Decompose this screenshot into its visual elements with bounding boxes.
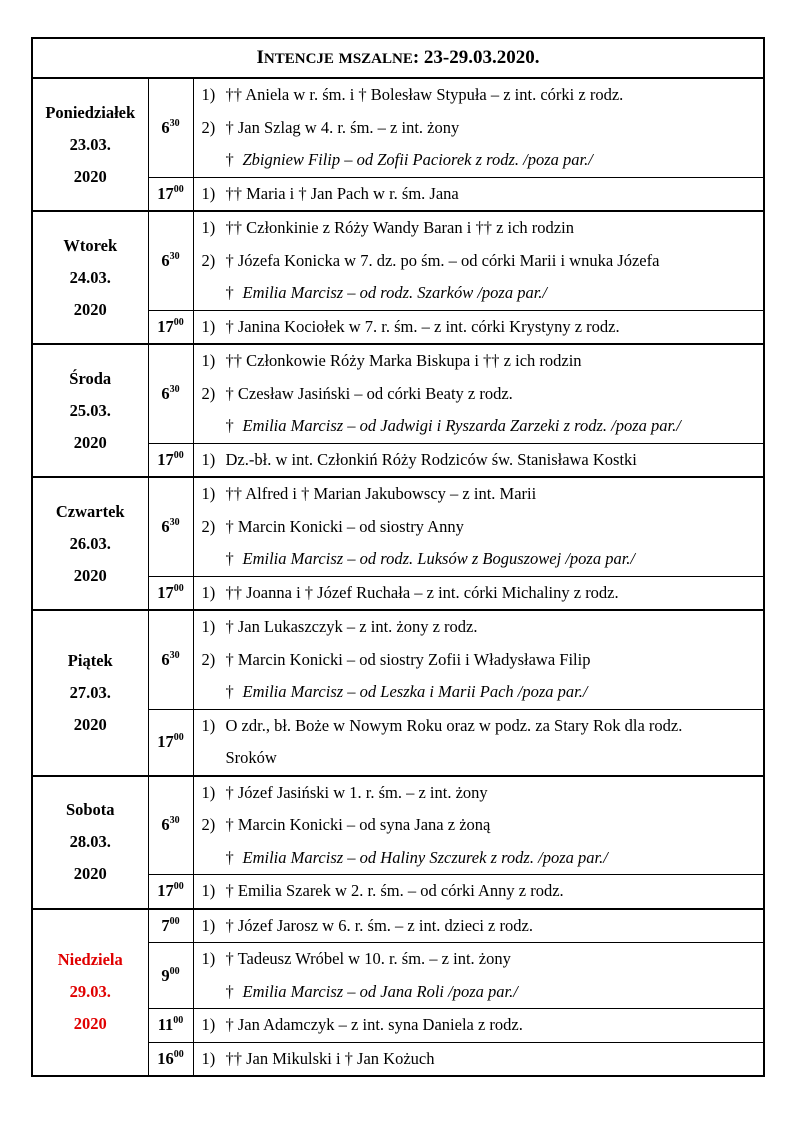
intention-text: † Marcin Konicki – od siostry Anny: [225, 516, 464, 536]
intentions-cell: [193, 310, 764, 344]
intentions-cell: [193, 344, 764, 443]
time-cell: [148, 875, 193, 909]
day-date: 27.03.: [69, 682, 111, 702]
title-dates: : 23-29.03.2020.: [412, 47, 540, 68]
intention-entry: [202, 543, 764, 576]
time-hour: 6: [161, 516, 170, 536]
time-minutes: 00: [173, 1048, 184, 1060]
intention-entry: [202, 478, 764, 511]
intention-number: 1): [201, 1015, 216, 1034]
intention-entry: [202, 378, 764, 411]
time-cell: [148, 576, 193, 610]
day-date: 25.03.: [69, 400, 111, 420]
day-year: 2020: [73, 864, 107, 883]
day-cell: [32, 610, 148, 776]
table-row: [32, 344, 764, 443]
intention-text: † Jan Adamczyk – z int. syna Daniela z rodz.: [225, 1015, 523, 1034]
time-cell: [148, 909, 193, 943]
intention-text: Emilia Marcisz – od rodz. Luksów z Boguszowej /poza par./: [242, 549, 636, 568]
intention-text: † Józefa Konicka w 7. dz. po śm. – od córki Marii i wnuka Józefa: [225, 250, 660, 270]
intention-entry: [202, 611, 764, 644]
day-year: 2020: [73, 714, 107, 734]
intention-entry: [202, 178, 764, 211]
intention-number: 1): [201, 1048, 216, 1068]
intention-number: 1): [201, 881, 216, 900]
cross-mark: †: [225, 283, 234, 302]
time-hour: 6: [161, 815, 170, 835]
intentions-cell: [193, 78, 764, 177]
intention-entry: [202, 277, 764, 310]
time-minutes: 30: [169, 815, 180, 827]
intention-entry: [202, 444, 764, 477]
intention-text: Emilia Marcisz – od Jadwigi i Ryszarda Zarzeki z rodz. /poza par./: [242, 416, 681, 435]
intention-number: 1): [201, 183, 216, 203]
table-row: [32, 610, 764, 709]
time-cell: [148, 709, 193, 776]
time-hour: 17: [157, 582, 174, 602]
intention-entry: [202, 212, 764, 245]
intentions-cell: [193, 776, 764, 875]
intention-text: †† Joanna i † Józef Ruchała – z int. córki Michaliny z rodz.: [225, 582, 619, 602]
cross-mark: †: [225, 549, 234, 568]
intention-number: 1): [201, 915, 216, 935]
intention-number: 1): [201, 617, 216, 636]
intention-text: Emilia Marcisz – od rodz. Szarków /poza par./: [242, 283, 548, 302]
day-cell: [32, 78, 148, 211]
intention-text: †† Członkowie Róży Marka Biskupa i †† z ich rodzin: [225, 351, 582, 370]
day-name: Niedziela: [57, 950, 123, 970]
intention-entry: [202, 511, 764, 544]
time-minutes: 00: [173, 732, 184, 743]
time-cell: [148, 776, 193, 875]
time-minutes: 30: [169, 649, 180, 661]
intention-text: Zbigniew Filip – od Zofii Paciorek z rodz. /poza par./: [242, 150, 593, 169]
intention-entry: [202, 943, 764, 976]
time-cell: [148, 177, 193, 211]
time-hour: 17: [157, 183, 174, 203]
time-cell: [148, 477, 193, 576]
time-minutes: 30: [169, 117, 180, 129]
intention-number: 1): [201, 316, 216, 336]
intention-text: Dz.-bł. w int. Członkiń Róży Rodziców św. Stanisława Kostki: [225, 449, 637, 469]
time-minutes: 30: [169, 250, 180, 262]
time-cell: [148, 211, 193, 310]
intention-number: 1): [201, 85, 216, 104]
intention-entry: [202, 842, 764, 875]
intention-number: 2): [201, 117, 216, 137]
intention-number: 1): [201, 582, 216, 602]
intentions-cell: [193, 576, 764, 610]
intention-number: 1): [201, 449, 216, 469]
intentions-cell: [193, 477, 764, 576]
intention-number: 2): [201, 815, 216, 834]
table-row: [32, 477, 764, 576]
intention-number: 2): [201, 250, 216, 270]
day-year: 2020: [73, 166, 107, 186]
time-hour: 9: [161, 965, 170, 985]
intention-entry: [202, 245, 764, 278]
intention-entry: [202, 1043, 764, 1076]
title-word1-rest: NTENCJE: [263, 51, 334, 67]
time-hour: 7: [161, 915, 170, 935]
intention-text: Emilia Marcisz – od Haliny Szczurek z rodz. /poza par./: [242, 847, 608, 867]
intention-text: †† Alfred i † Marian Jakubowscy – z int. Marii: [225, 484, 537, 503]
time-minutes: 00: [173, 316, 184, 328]
time-hour: 6: [161, 117, 170, 137]
time-hour: 16: [157, 1048, 174, 1068]
intentions-cell: [193, 875, 764, 909]
time-cell: [148, 344, 193, 443]
intention-entry: [202, 112, 764, 145]
intention-entry: [202, 644, 764, 677]
intention-entry: [202, 676, 764, 709]
time-minutes: 00: [173, 1015, 184, 1027]
intention-text: † Emilia Szarek w 2. r. śm. – od córki Anny z rodz.: [225, 881, 564, 900]
table-row: [32, 776, 764, 875]
day-date: 29.03.: [69, 982, 111, 1002]
intention-entry: [202, 311, 764, 344]
time-cell: [148, 1009, 193, 1043]
time-hour: 6: [161, 250, 170, 270]
intention-entry: [202, 875, 764, 908]
intention-entry: [202, 410, 764, 443]
intentions-cell: [193, 177, 764, 211]
intention-entry: [202, 577, 764, 610]
intention-number: 2): [201, 516, 216, 536]
intention-text: † Tadeusz Wróbel w 10. r. śm. – z int. żony: [225, 949, 511, 968]
time-hour: 6: [161, 383, 170, 403]
intentions-cell: [193, 610, 764, 709]
time-cell: [148, 610, 193, 709]
time-hour: 11: [157, 1015, 174, 1035]
intention-text: †† Aniela w r. śm. i † Bolesław Stypuła – z int. córki z rodz.: [225, 85, 624, 104]
intention-entry: [202, 976, 764, 1009]
intention-number: 1): [201, 782, 216, 802]
intention-number: 1): [201, 949, 216, 968]
time-hour: 17: [157, 732, 174, 751]
time-minutes: 00: [173, 449, 184, 461]
day-name: Wtorek: [63, 235, 118, 255]
intention-number: 1): [201, 484, 216, 503]
intentions-cell: [193, 1042, 764, 1076]
time-hour: 17: [157, 316, 174, 336]
time-cell: [148, 1042, 193, 1076]
table-row: [32, 211, 764, 310]
time-minutes: 00: [173, 881, 184, 893]
page-title: [32, 38, 764, 78]
intention-text: † Marcin Konicki – od syna Jana z żoną: [225, 815, 491, 834]
day-year: 2020: [73, 299, 107, 319]
cross-mark: †: [225, 847, 234, 867]
intention-number: 1): [201, 218, 216, 237]
intention-entry: [202, 345, 764, 378]
day-date: 24.03.: [69, 267, 111, 287]
intention-entry: [202, 777, 764, 810]
time-cell: [148, 943, 193, 1009]
intention-entry: [202, 809, 764, 842]
day-year: 2020: [73, 432, 107, 452]
intentions-cell: [193, 709, 764, 776]
day-cell: [32, 211, 148, 344]
intentions-cell: [193, 443, 764, 477]
intention-text: †† Członkinie z Róży Wandy Baran i †† z ich rodzin: [225, 218, 574, 237]
cross-mark: †: [225, 416, 234, 435]
time-minutes: 30: [169, 383, 180, 395]
intention-text: † Janina Kociołek w 7. r. śm. – z int. córki Krystyny z rodz.: [225, 316, 620, 336]
day-name: Piątek: [67, 650, 113, 670]
intention-text: Emilia Marcisz – od Jana Roli /poza par./: [242, 981, 518, 1001]
time-minutes: 00: [173, 183, 184, 195]
time-minutes: 00: [169, 915, 180, 927]
day-year: 2020: [73, 565, 107, 585]
day-cell: [32, 344, 148, 477]
day-name: Sobota: [65, 800, 115, 819]
day-date: 26.03.: [69, 533, 111, 553]
table-row: [32, 78, 764, 177]
intentions-cell: [193, 1009, 764, 1043]
intention-number: 2): [201, 383, 216, 403]
time-minutes: 00: [169, 965, 180, 977]
intentions-cell: [193, 943, 764, 1009]
intention-text: † Marcin Konicki – od siostry Zofii i Władysława Filip: [225, 649, 591, 669]
mass-intentions-table: [31, 37, 765, 1077]
time-hour: 6: [161, 649, 170, 669]
time-hour: 17: [157, 881, 174, 901]
day-date: 23.03.: [69, 134, 111, 154]
day-name: Środa: [69, 368, 112, 388]
table-row: [32, 909, 764, 943]
intention-entry: [202, 1009, 764, 1042]
intentions-cell: [193, 909, 764, 943]
intention-text: † Czesław Jasiński – od córki Beaty z rodz.: [225, 383, 513, 403]
intention-number: 1): [201, 351, 216, 370]
cross-mark: †: [225, 150, 234, 169]
intention-text: † Józef Jasiński w 1. r. śm. – z int. żony: [225, 782, 488, 802]
cross-mark: †: [225, 981, 234, 1001]
intentions-cell: [193, 211, 764, 310]
time-minutes: 30: [169, 516, 180, 528]
title-word2: MSZALNE: [338, 51, 413, 67]
day-date: 28.03.: [69, 832, 111, 851]
day-cell: [32, 477, 148, 610]
day-year: 2020: [73, 1014, 107, 1034]
day-name: Poniedziałek: [45, 102, 136, 122]
day-name: Czwartek: [55, 501, 125, 521]
time-minutes: 00: [173, 582, 184, 594]
cross-mark: †: [225, 682, 234, 701]
intention-text: Emilia Marcisz – od Leszka i Marii Pach /poza par./: [242, 682, 588, 701]
day-cell: [32, 909, 148, 1077]
day-cell: [32, 776, 148, 909]
intention-entry: [202, 710, 764, 775]
time-cell: [148, 78, 193, 177]
intention-text: † Jan Lukaszczyk – z int. żony z rodz.: [225, 617, 478, 636]
time-cell: [148, 443, 193, 477]
time-cell: [148, 310, 193, 344]
intention-number: 1): [201, 715, 216, 735]
intention-number: 2): [201, 649, 216, 669]
intention-entry: [202, 79, 764, 112]
intention-text: O zdr., bł. Boże w Nowym Roku oraz w podz. za Stary Rok dla rodz.: [225, 715, 683, 735]
intention-text-continuation: Sroków: [225, 748, 277, 767]
intention-text: †† Maria i † Jan Pach w r. śm. Jana: [225, 183, 459, 203]
intention-entry: [202, 144, 764, 177]
title-first-letter: I: [256, 47, 264, 68]
intention-text: †† Jan Mikulski i † Jan Kożuch: [225, 1048, 435, 1068]
intention-text: † Józef Jarosz w 6. r. śm. – z int. dzieci z rodz.: [225, 915, 533, 935]
intention-text: † Jan Szlag w 4. r. śm. – z int. żony: [225, 117, 460, 137]
time-hour: 17: [157, 449, 174, 469]
intention-entry: [202, 910, 764, 943]
